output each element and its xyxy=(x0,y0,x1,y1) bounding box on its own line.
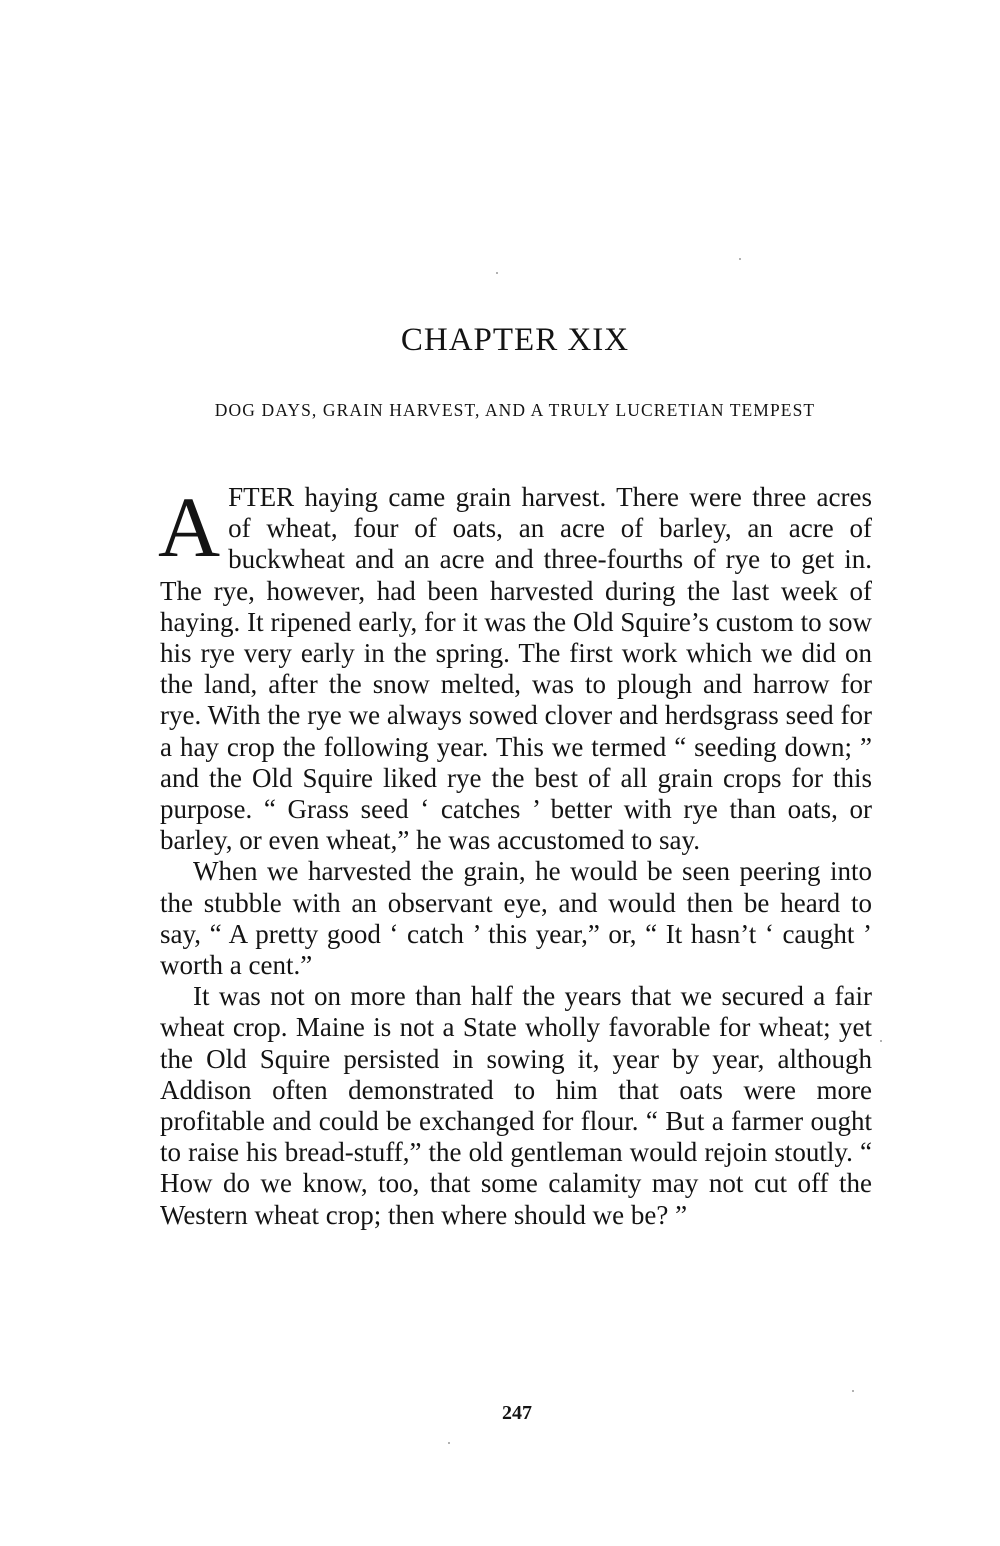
page-number: 247 xyxy=(502,1402,532,1424)
chapter-body xyxy=(158,479,872,1231)
paragraph-1-text: FTER haying came grain harvest. There were three acres of wheat, four of oats, an acre of barley, an acre of buckwheat and an acre and three-fourths of rye to get in. The rye, however, had been harvested during the last week of haying. It ripened early, for it was the Old Squire’s custom to sow his rye very early in the spring. The first work which we did on the land, after the snow melted, was to plough and harrow for rye. With the rye we always sowed clover and herdsgrass seed for a hay crop the following year. This we termed “ seeding down; ” and the Old Squire liked rye the best of all grain crops for this purpose. “ Grass seed ‘ catches ’ better with rye than oats, or barley, or even wheat,” he was accustomed to say. xyxy=(160,482,872,856)
scan-speck xyxy=(496,272,498,274)
paragraph-1 xyxy=(158,479,872,856)
chapter-subtitle: DOG DAYS, GRAIN HARVEST, AND A TRULY LUCRETIAN TEMPEST xyxy=(214,400,816,420)
scan-speck xyxy=(880,1040,882,1042)
drop-cap: A xyxy=(158,479,221,575)
scan-speck xyxy=(739,258,741,260)
scan-speck xyxy=(852,1390,854,1392)
paragraph-2: When we harvested the grain, he would be seen peering into the stubble with an observant eye, and would then be heard to say, “ A pretty good ‘ catch ’ this year,” or, “ It hasn’t ‘ caught ’ worth a cent.” xyxy=(160,856,872,981)
paragraph-3: It was not on more than half the years that we secured a fair wheat crop. Maine is not a State wholly favorable for wheat; yet the Old Squire persisted in sowing it, year by year, although Addison often demonstrated to him that oats were more profitable and could be exchanged for flour. “ But a farmer ought to raise his bread-stuff,” the old gentleman would rejoin stoutly. “ How do we know, too, that some calamity may not cut off the Western wheat crop; then where should we be? ” xyxy=(160,981,872,1230)
scan-speck xyxy=(448,1442,450,1444)
chapter-title: CHAPTER XIX xyxy=(400,322,630,358)
